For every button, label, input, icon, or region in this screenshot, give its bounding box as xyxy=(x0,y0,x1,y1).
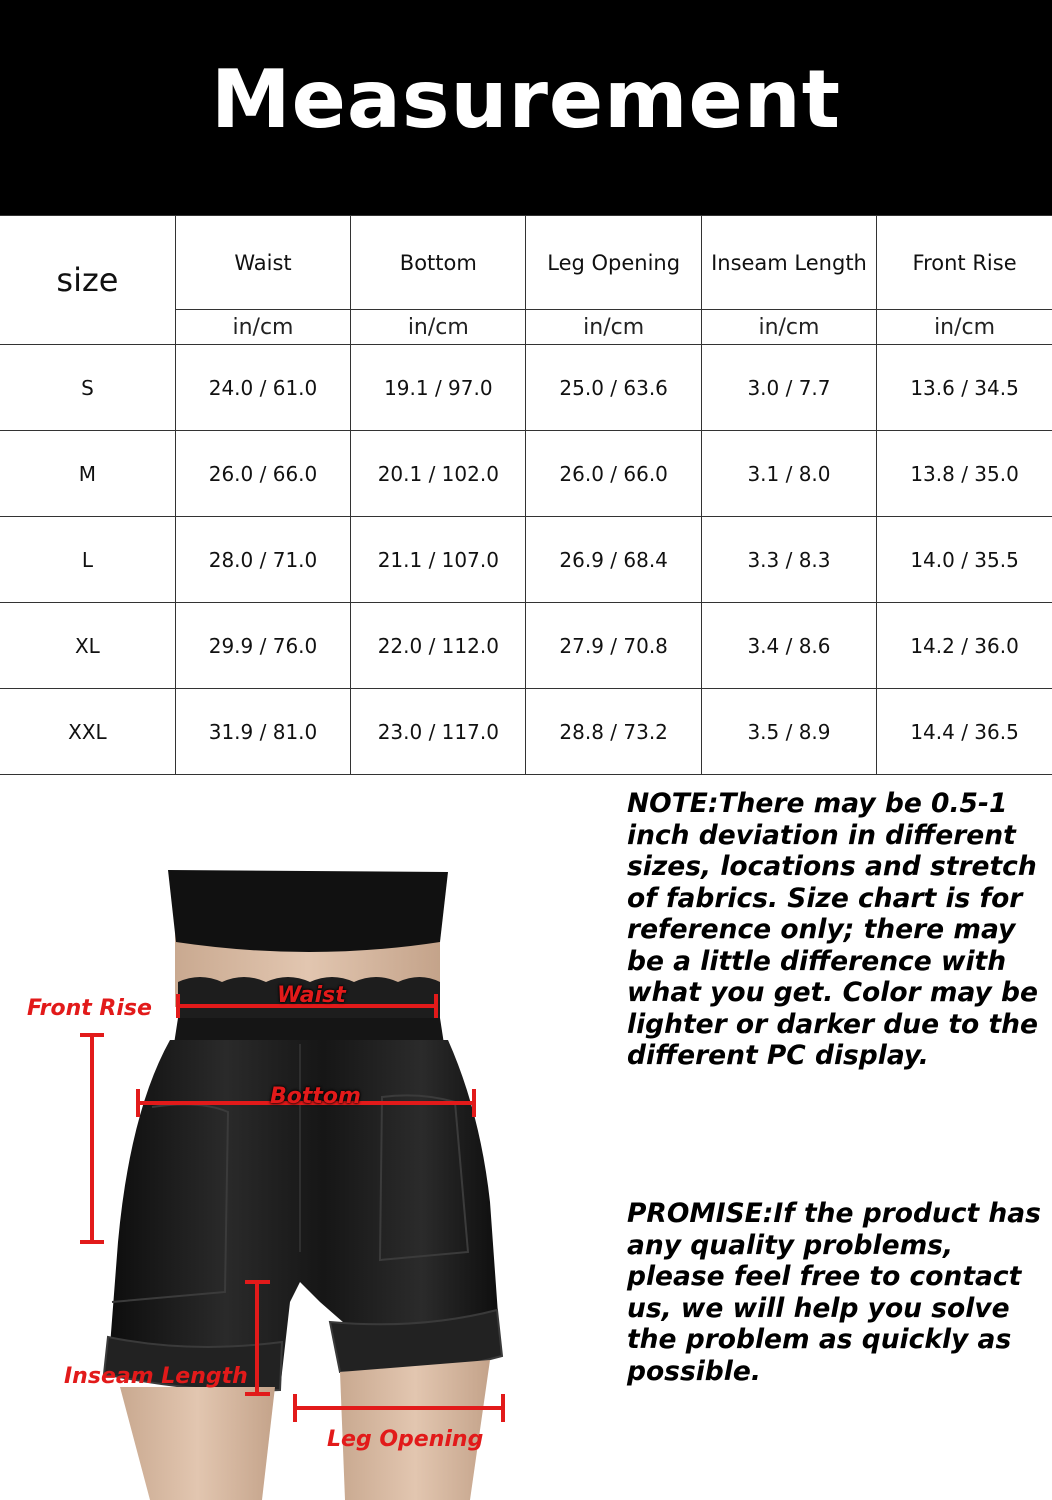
leg-opening-label: Leg Opening xyxy=(327,1427,484,1452)
measurement-cell: 25.0 / 63.6 xyxy=(526,345,701,431)
table-row xyxy=(0,603,1052,689)
measurement-cell: 22.0 / 112.0 xyxy=(351,603,526,689)
column-header-inseam-length: Inseam Length xyxy=(701,216,876,310)
unit-cell: in/cm xyxy=(351,310,526,345)
promise-text: PROMISE:If the product has any quality problems, please feel free to contact us, we will help you solve the problem as quickly as possible. xyxy=(627,1198,1041,1387)
measurement-cell: 14.4 / 36.5 xyxy=(877,689,1052,775)
table-row xyxy=(0,689,1052,775)
size-column-header: size xyxy=(0,216,175,345)
size-cell: XL xyxy=(0,603,175,689)
measurement-cell: 26.0 / 66.0 xyxy=(526,431,701,517)
table-row xyxy=(0,517,1052,603)
measurement-cell: 26.0 / 66.0 xyxy=(175,431,350,517)
column-header-front-rise: Front Rise xyxy=(877,216,1052,310)
table-row xyxy=(0,431,1052,517)
column-header-waist: Waist xyxy=(175,216,350,310)
table-header-row xyxy=(0,216,1052,310)
measurement-cell: 31.9 / 81.0 xyxy=(175,689,350,775)
measurement-cell: 14.2 / 36.0 xyxy=(877,603,1052,689)
size-chart-table xyxy=(0,215,1052,775)
measurement-cell: 20.1 / 102.0 xyxy=(351,431,526,517)
measurement-cell: 29.9 / 76.0 xyxy=(175,603,350,689)
unit-cell: in/cm xyxy=(877,310,1052,345)
measurement-cell: 14.0 / 35.5 xyxy=(877,517,1052,603)
size-cell: L xyxy=(0,517,175,603)
column-header-bottom: Bottom xyxy=(351,216,526,310)
measurement-cell: 3.3 / 8.3 xyxy=(701,517,876,603)
table-row xyxy=(0,345,1052,431)
measurement-cell: 3.5 / 8.9 xyxy=(701,689,876,775)
measurement-cell: 13.6 / 34.5 xyxy=(877,345,1052,431)
measurement-cell: 3.1 / 8.0 xyxy=(701,431,876,517)
size-cell: S xyxy=(0,345,175,431)
unit-cell: in/cm xyxy=(701,310,876,345)
header-banner xyxy=(0,0,1052,215)
measurement-cell: 3.4 / 8.6 xyxy=(701,603,876,689)
front-rise-label: Front Rise xyxy=(27,996,152,1021)
measurement-cell: 21.1 / 107.0 xyxy=(351,517,526,603)
inseam-length-label: Inseam Length xyxy=(64,1364,248,1389)
bottom-label: Bottom xyxy=(270,1084,361,1109)
measurement-cell: 23.0 / 117.0 xyxy=(351,689,526,775)
page-title: Measurement xyxy=(211,53,841,146)
measurement-cell: 26.9 / 68.4 xyxy=(526,517,701,603)
unit-cell: in/cm xyxy=(526,310,701,345)
size-cell: XXL xyxy=(0,689,175,775)
measurement-cell: 28.8 / 73.2 xyxy=(526,689,701,775)
measurement-cell: 19.1 / 97.0 xyxy=(351,345,526,431)
unit-cell: in/cm xyxy=(175,310,350,345)
measurement-cell: 24.0 / 61.0 xyxy=(175,345,350,431)
column-header-leg-opening: Leg Opening xyxy=(526,216,701,310)
waist-label: Waist xyxy=(277,983,346,1008)
measurement-cell: 27.9 / 70.8 xyxy=(526,603,701,689)
measurement-cell: 3.0 / 7.7 xyxy=(701,345,876,431)
measurement-cell: 13.8 / 35.0 xyxy=(877,431,1052,517)
note-text: NOTE:There may be 0.5-1 inch deviation in different sizes, locations and stretch of fabrics. Size chart is for reference only; there may be a little difference with what you get. Color may be lighter or darker due to the different PC display. xyxy=(627,788,1038,1071)
shorts-product-photo xyxy=(0,782,620,1500)
size-cell: M xyxy=(0,431,175,517)
measurement-cell: 28.0 / 71.0 xyxy=(175,517,350,603)
